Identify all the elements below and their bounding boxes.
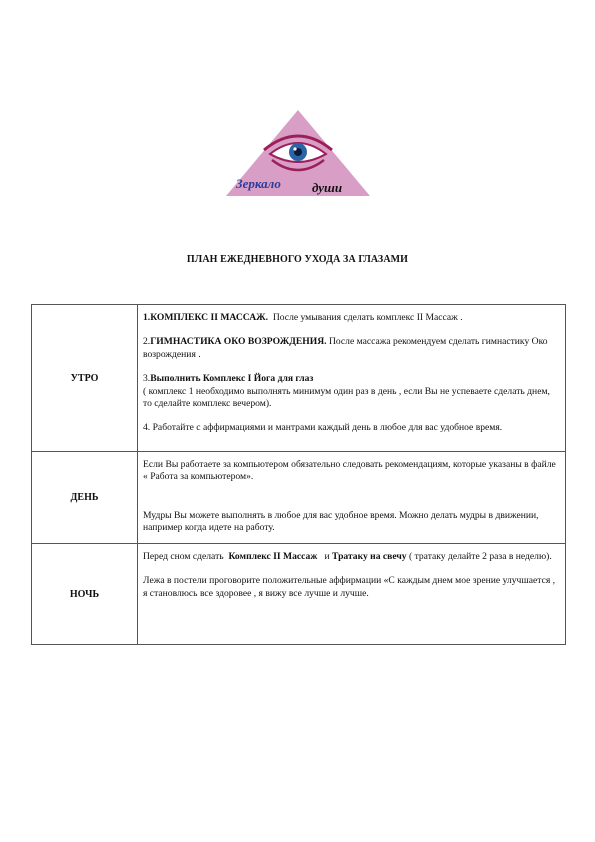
- logo-text-left: Зеркало: [236, 176, 281, 191]
- morning-item-3-text: ( комплекс 1 необходимо выполнять минимум один раз в день , если Вы не успеваете сделать днем, то сделайте комплекс вечером).: [143, 385, 550, 410]
- page-title: ПЛАН ЕЖЕДНЕВНОГО УХОДА ЗА ГЛАЗАМИ: [186, 254, 409, 265]
- morning-item-4: 4. Работайте с аффирмациями и мантрами каждый день в любое для вас удобное время.: [143, 422, 503, 434]
- morning-item-2-num: 2.: [143, 336, 151, 348]
- table-row-morning: [32, 305, 566, 452]
- table-row-day: [32, 452, 566, 544]
- day-item-2: Мудры Вы можете выполнять в любое для вас удобное время. Можно делать мудры в движении, например когда идете на работу.: [143, 509, 539, 534]
- row-label-day: ДЕНЬ: [32, 452, 138, 544]
- row-label-night: НОЧЬ: [32, 544, 138, 645]
- night-item-1-post: ( тратаку делайте 2 раза в неделю).: [408, 551, 552, 562]
- table-row-night: [32, 544, 566, 645]
- night-item-1-massage: Комплекс II Массаж: [228, 551, 318, 562]
- day-item-1: Если Вы работаете за компьютером обязательно следовать рекомендациям, которые указаны в файле « Работа за компьютером».: [143, 459, 556, 483]
- morning-item-1-text: После умывания сделать комплекс II Массаж .: [272, 312, 463, 323]
- morning-item-1-title: 1.КОМПЛЕКС II МАССАЖ.: [143, 312, 269, 323]
- night-item-1-and: и: [324, 551, 330, 562]
- row-content-day: [138, 452, 566, 544]
- logo-graphic: [226, 110, 370, 196]
- logo: [226, 110, 370, 196]
- morning-item-1: [143, 312, 560, 324]
- morning-item-3-num: 3.: [143, 373, 151, 385]
- logo-text-right: души: [312, 180, 343, 195]
- night-item-2: Лежа в постели проговорите положительные аффирмации «С каждым днем мое зрение улучшается , я становлюсь все здоровее , я вижу все лучше и лучше.: [143, 575, 556, 599]
- morning-item-3: [143, 373, 560, 410]
- row-content-night: [138, 544, 566, 645]
- eye-highlight: [293, 147, 296, 150]
- night-item-1-pre: Перед сном сделать: [143, 551, 224, 562]
- morning-item-2-text: После массажа рекомендуем сделать гимнастику Око возрождения .: [143, 336, 548, 360]
- morning-item-3-title: Выполнить Комплекс I Йога для глаз: [150, 373, 314, 385]
- morning-item-2: [143, 336, 560, 361]
- row-label-morning: УТРО: [32, 305, 138, 452]
- row-content-morning: [138, 305, 566, 452]
- morning-item-2-title: ГИМНАСТИКА ОКО ВОЗРОЖДЕНИЯ.: [150, 336, 327, 348]
- night-item-1: [143, 551, 560, 563]
- night-item-1-trataka: Тратаку на свечу: [332, 551, 407, 562]
- plan-table: [31, 304, 566, 645]
